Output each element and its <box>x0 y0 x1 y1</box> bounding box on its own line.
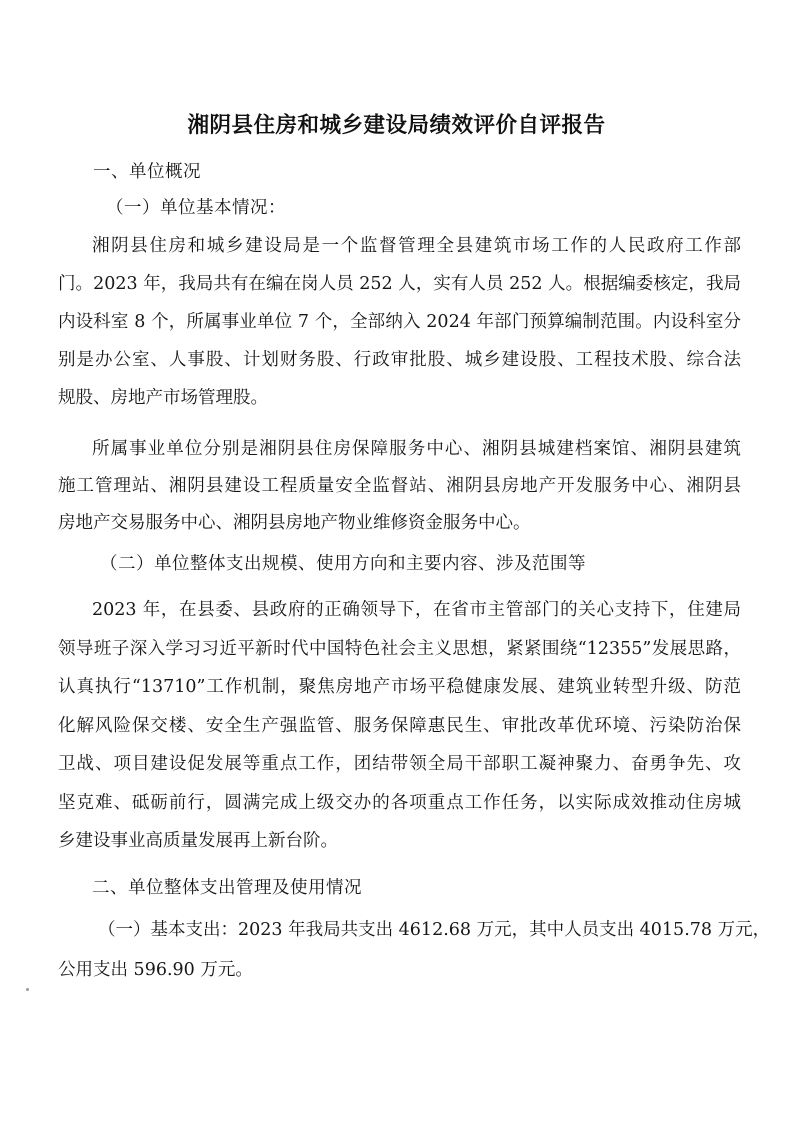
document-title: 湘阴县住房和城乡建设局绩效评价自评报告 <box>187 113 606 138</box>
section-1-subheading-2: （二）单位整体支出规模、使用方向和主要内容、涉及范围等 <box>100 554 586 574</box>
paragraph-3-line-3: 认真执行“13710”工作机制，聚焦房地产市场平稳健康发展、建筑业转型升级、防范 <box>58 677 741 697</box>
paragraph-3-line-1: 2023 年，在县委、县政府的正确领导下，在省市主管部门的关心支持下，住建局 <box>92 600 741 620</box>
paragraph-4-line-2: 公用支出 596.90 万元。 <box>58 960 253 980</box>
paragraph-2-line-2: 施工管理站、湘阴县建设工程质量安全监督站、湘阴县房地产开发服务中心、湘阴县 <box>58 476 741 496</box>
section-1-subheading-1: （一）单位基本情况： <box>106 198 286 218</box>
paragraph-2-line-1: 所属事业单位分别是湘阴县住房保障服务中心、湘阴县城建档案馆、湘阴县建筑 <box>92 439 741 459</box>
paragraph-1-line-3: 内设科室 8 个，所属事业单位 7 个，全部纳入 2024 年部门预算编制范围。内设科室分 <box>58 312 741 332</box>
paragraph-3-line-5: 卫战、项目建设促发展等重点工作，团结带领全局干部职工凝神聚力、奋勇争先、攻 <box>58 754 741 774</box>
section-2-heading: 二、单位整体支出管理及使用情况 <box>92 878 362 898</box>
section-1-heading: 一、单位概况 <box>93 162 201 182</box>
paragraph-3-line-6: 坚克难、砥砺前行，圆满完成上级交办的各项重点工作任务，以实际成效推动住房城 <box>58 793 741 813</box>
paragraph-1-line-2: 门。2023 年，我局共有在编在岗人员 252 人，实有人员 252 人。根据编委核定，我局 <box>58 274 741 294</box>
paragraph-3-line-2: 领导班子深入学习习近平新时代中国特色社会主义思想，紧紧围绕“12355”发展思路， <box>58 639 741 659</box>
paragraph-3-line-4: 化解风险保交楼、安全生产强监管、服务保障惠民生、审批改革优环境、污染防治保 <box>58 716 741 736</box>
scan-speck <box>26 988 29 991</box>
paragraph-1-line-1: 湘阴县住房和城乡建设局是一个监督管理全县建筑市场工作的人民政府工作部 <box>92 236 741 256</box>
paragraph-2-line-3: 房地产交易服务中心、湘阴县房地产物业维修资金服务中心。 <box>58 513 531 533</box>
paragraph-3-line-7: 乡建设事业高质量发展再上新台阶。 <box>58 831 338 851</box>
paragraph-1-line-4: 别是办公室、人事股、计划财务股、行政审批股、城乡建设股、工程技术股、综合法 <box>58 350 741 370</box>
paragraph-4-line-1: （一）基本支出：2023 年我局共支出 4612.68 万元，其中人员支出 4015.78 万元， <box>98 920 771 940</box>
paragraph-1-line-5: 规股、房地产市场管理股。 <box>58 388 268 408</box>
